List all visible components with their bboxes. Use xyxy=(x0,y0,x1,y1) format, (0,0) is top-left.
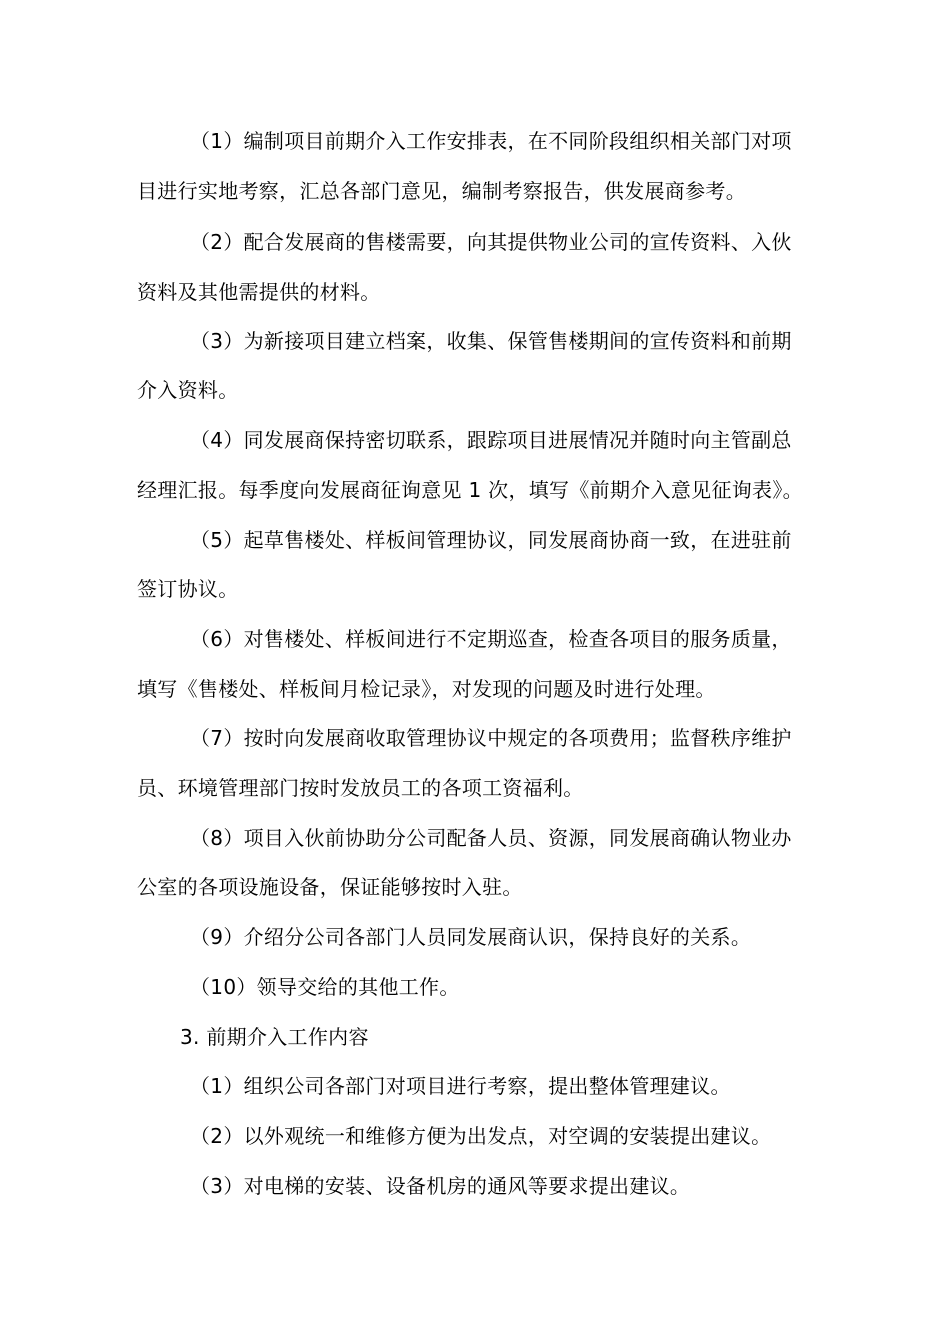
paragraph-3-line-1: （3）为新接项目建立档案，收集、保管售楼期间的宣传资料和前期 xyxy=(190,329,792,353)
paragraph-2-line-2: 资料及其他需提供的材料。 xyxy=(137,280,381,304)
section-heading: 3. 前期介入工作内容 xyxy=(180,1025,369,1049)
section-item-3: （3）对电梯的安装、设备机房的通风等要求提出建议。 xyxy=(190,1174,691,1198)
paragraph-3-line-2: 介入资料。 xyxy=(137,378,239,402)
paragraph-6-line-1: （6）对售楼处、样板间进行不定期巡查，检查各项目的服务质量， xyxy=(190,627,792,651)
paragraph-1-line-1: （1）编制项目前期介入工作安排表，在不同阶段组织相关部门对项 xyxy=(190,129,792,153)
paragraph-8-line-1: （8）项目入伙前协助分公司配备人员、资源，同发展商确认物业办 xyxy=(190,826,792,850)
section-item-1: （1）组织公司各部门对项目进行考察，提出整体管理建议。 xyxy=(190,1074,731,1098)
paragraph-5-line-2: 签订协议。 xyxy=(137,577,239,601)
paragraph-2-line-1: （2）配合发展商的售楼需要，向其提供物业公司的宣传资料、入伙 xyxy=(190,230,792,254)
paragraph-7-line-1: （7）按时向发展商收取管理协议中规定的各项费用；监督秩序维护 xyxy=(190,726,792,750)
paragraph-7-line-2: 员、环境管理部门按时发放员工的各项工资福利。 xyxy=(137,776,584,800)
paragraph-8-line-2: 公室的各项设施设备，保证能够按时入驻。 xyxy=(137,875,523,899)
paragraph-9-line-1: （9）介绍分公司各部门人员同发展商认识，保持良好的关系。 xyxy=(190,925,752,949)
paragraph-6-line-2: 填写《售楼处、样板间月检记录》，对发现的问题及时进行处理。 xyxy=(137,677,716,701)
paragraph-1-line-2: 目进行实地考察，汇总各部门意见，编制考察报告，供发展商参考。 xyxy=(137,179,746,203)
paragraph-5-line-1: （5）起草售楼处、样板间管理协议，同发展商协商一致，在进驻前 xyxy=(190,528,792,552)
section-item-2: （2）以外观统一和维修方便为出发点，对空调的安装提出建议。 xyxy=(190,1124,772,1148)
paragraph-4-line-1: （4）同发展商保持密切联系，跟踪项目进展情况并随时向主管副总 xyxy=(190,428,792,452)
paragraph-10-line-1: （10）领导交给的其他工作。 xyxy=(190,975,460,999)
paragraph-4-line-2: 经理汇报。每季度向发展商征询意见 1 次，填写《前期介入意见征询表》。 xyxy=(137,478,803,502)
